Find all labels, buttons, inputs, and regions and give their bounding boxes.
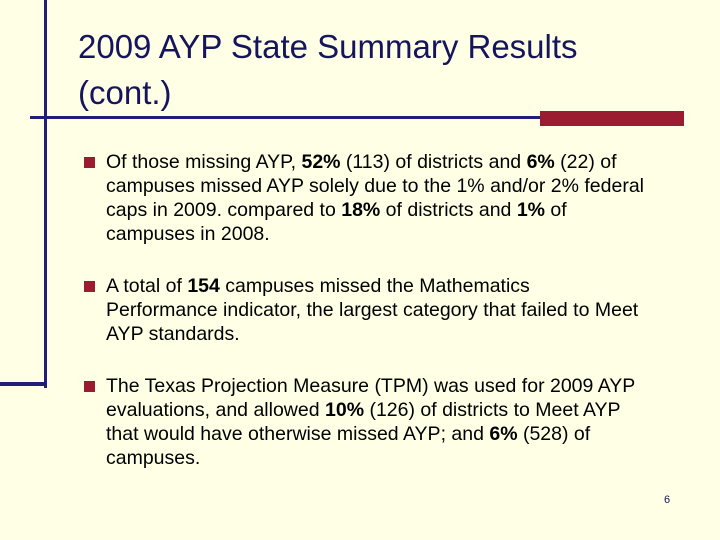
- bullet-item-3: [84, 374, 644, 470]
- page-number: 6: [664, 494, 671, 506]
- bullet-1-text-4: of districts and: [380, 199, 517, 221]
- bullet-1-text-5: of campuses in 2008.: [106, 199, 567, 245]
- square-bullet-icon: [84, 381, 95, 392]
- bullet-3-text-1: The Texas Projection Measure (TPM) was used for 2009 AYP evaluations, and allowed: [106, 375, 635, 421]
- square-bullet-icon: [84, 281, 95, 292]
- bullet-3-text-2: (126) of districts to Meet AYP that would have otherwise missed AYP; and: [106, 399, 621, 445]
- square-bullet-icon: [84, 157, 95, 168]
- bullet-3-bold-2: 6%: [489, 423, 518, 445]
- bullet-2-bold-1: 154: [187, 275, 220, 297]
- bullet-1-text-1: Of those missing AYP,: [106, 151, 302, 173]
- bullet-3-text-3: (528) of campuses.: [106, 423, 591, 469]
- left-vertical-rule: [44, 0, 47, 388]
- bullet-2-text-2: campuses missed the Mathematics Performance indicator, the largest category that failed to Meet AYP standards.: [106, 275, 639, 345]
- bullet-item-2: [84, 274, 644, 346]
- title-line-1: 2009 AYP State Summary Results: [78, 28, 578, 65]
- bullet-1-bold-3: 18%: [341, 199, 381, 221]
- title-accent-bar: [540, 111, 684, 126]
- slide-title: [78, 24, 698, 116]
- title-line-2: (cont.): [78, 74, 172, 111]
- bullet-list: [84, 150, 644, 470]
- bullet-3-bold-1: 10%: [325, 399, 365, 421]
- bullet-1-bold-1: 52%: [301, 151, 341, 173]
- bullet-1-text-2: (113) of districts and: [340, 151, 527, 173]
- bullet-1-text-3: (22) of campuses missed AYP solely due to the 1% and/or 2% federal caps in 2009. compared to: [106, 151, 645, 221]
- bullet-1-bold-4: 1%: [516, 199, 546, 221]
- left-horizontal-rule: [0, 382, 47, 386]
- bullet-item-1: [84, 150, 644, 246]
- bullet-2-text-1: A total of: [106, 275, 188, 297]
- bullet-1-bold-2: 6%: [526, 151, 555, 173]
